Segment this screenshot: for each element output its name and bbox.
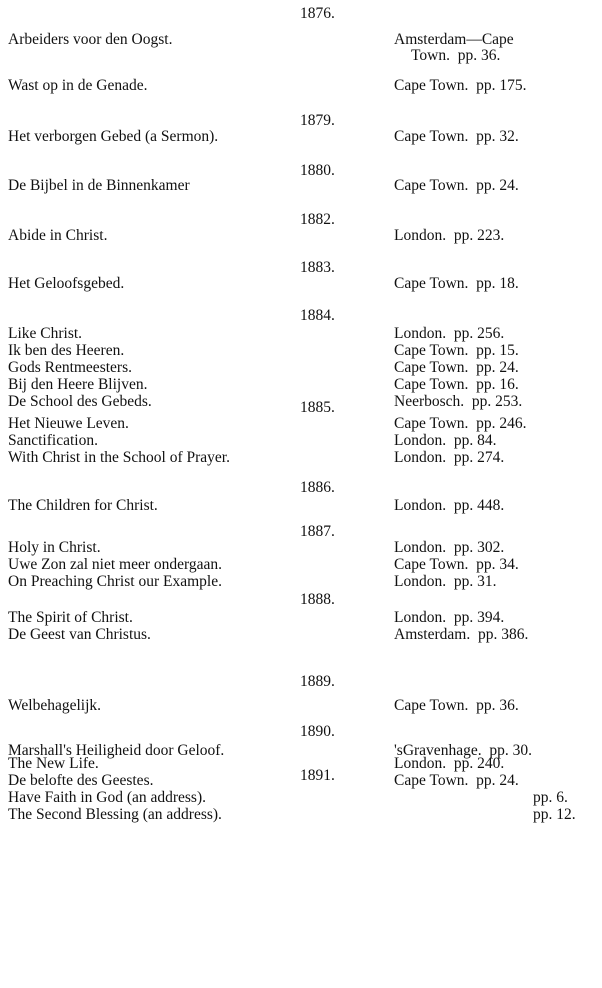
entry-title: Het verborgen Gebed (a Sermon). (8, 128, 219, 145)
entry-publication: London. pp. 448. (394, 497, 505, 514)
entry-publication: London. pp. 302. (394, 539, 505, 556)
entry-title: Bij den Heere Blijven. (8, 376, 148, 393)
entry-title: With Christ in the School of Prayer. (8, 449, 230, 466)
entry-publication: London. pp. 274. (394, 449, 505, 466)
entry-publication: Cape Town. pp. 32. (394, 128, 519, 145)
entry-title: Holy in Christ. (8, 539, 101, 556)
entry-title: De Bijbel in de Binnenkamer (8, 177, 190, 194)
entry-title: The New Life. (8, 755, 99, 772)
entry-title: Marshall's Heiligheid door Geloof. (8, 742, 225, 759)
entry-title: On Preaching Christ our Example. (8, 573, 222, 590)
year-heading: 1887. (300, 523, 335, 540)
entry-publication: Amsterdam—Cape (394, 31, 514, 48)
entry-title: Uwe Zon zal niet meer ondergaan. (8, 556, 223, 573)
entry-publication: 'sGravenhage. pp. 30. (394, 742, 532, 759)
entry-title: Wast op in de Genade. (8, 77, 148, 94)
entry-title: The Spirit of Christ. (8, 609, 133, 626)
year-heading: 1889. (300, 673, 335, 690)
entry-title: Abide in Christ. (8, 227, 108, 244)
year-heading: 1876. (300, 5, 335, 22)
year-heading: 1884. (300, 307, 335, 324)
entry-publication: pp. 6. (533, 789, 568, 806)
entry-publication: Cape Town. pp. 24. (394, 359, 519, 376)
entry-title: Ik ben des Heeren. (8, 342, 125, 359)
entry-title: Sanctification. (8, 432, 98, 449)
entry-publication: Amsterdam. pp. 386. (394, 626, 529, 643)
entry-title: Gods Rentmeesters. (8, 359, 132, 376)
entry-title: Arbeiders voor den Oogst. (8, 31, 173, 48)
entry-title: Het Geloofsgebed. (8, 275, 125, 292)
entry-publication: Cape Town. pp. 175. (394, 77, 527, 94)
year-heading: 1883. (300, 259, 335, 276)
entry-publication: pp. 12. (533, 806, 576, 823)
entry-title: De Geest van Christus. (8, 626, 151, 643)
year-heading: 1886. (300, 479, 335, 496)
year-heading: 1879. (300, 112, 335, 129)
entry-publication: Neerbosch. pp. 253. (394, 393, 523, 410)
entry-publication: London. pp. 240. (394, 755, 505, 772)
entry-publication: Cape Town. pp. 16. (394, 376, 519, 393)
entry-publication: London. pp. 394. (394, 609, 505, 626)
entry-title: Have Faith in God (an address). (8, 789, 207, 806)
entry-title: De School des Gebeds. (8, 393, 152, 410)
entry-publication: Cape Town. pp. 36. (394, 697, 519, 714)
entry-title: Het Nieuwe Leven. (8, 415, 129, 432)
year-heading: 1885. (300, 399, 335, 416)
entry-title: The Children for Christ. (8, 497, 158, 514)
entry-publication: Cape Town. pp. 15. (394, 342, 519, 359)
entry-publication: Cape Town. pp. 24. (394, 772, 519, 789)
entry-title: The Second Blessing (an address). (8, 806, 222, 823)
entry-title: Welbehagelijk. (8, 697, 102, 714)
entry-publication: Cape Town. pp. 18. (394, 275, 519, 292)
entry-publication: London. pp. 223. (394, 227, 505, 244)
entry-publication: London. pp. 256. (394, 325, 505, 342)
entry-title: De belofte des Geestes. (8, 772, 154, 789)
year-heading: 1882. (300, 211, 335, 228)
entry-publication: Cape Town. pp. 34. (394, 556, 519, 573)
year-heading: 1891. (300, 767, 335, 784)
entry-publication: Cape Town. pp. 24. (394, 177, 519, 194)
year-heading: 1880. (300, 162, 335, 179)
entry-publication: London. pp. 31. (394, 573, 497, 590)
entry-publication: London. pp. 84. (394, 432, 497, 449)
year-heading: 1890. (300, 723, 335, 740)
year-heading: 1888. (300, 591, 335, 608)
entry-publication: Cape Town. pp. 246. (394, 415, 527, 432)
entry-title: Like Christ. (8, 325, 83, 342)
entry-publication-cont: Town. pp. 36. (411, 47, 501, 64)
